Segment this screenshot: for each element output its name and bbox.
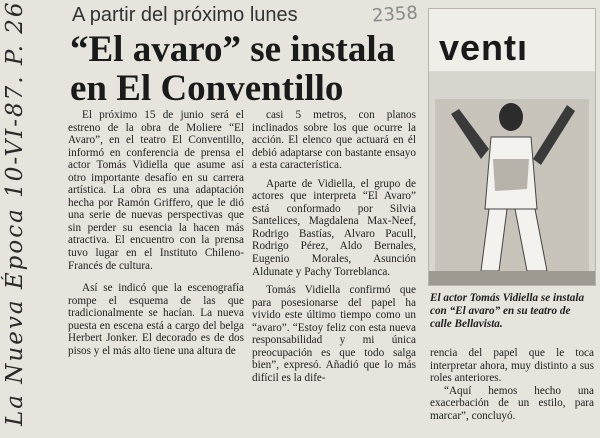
- headline-line-2: en El Conventillo: [70, 68, 344, 109]
- paragraph: El próximo 15 de junio será el estreno de la obra de Moliere “El Avaro”, en el teatro El Conventillo, informó en conferencia de prensa el actor Tomás Vidiella que asume así otro importante desafío en su carrera artística. La obra es una adaptación hecha por Ramón Griffero, que le dió una serie de nuevas perspectivas que sin perder su esencia la hacen más atractiva. El encuentro con la prensa tuvo lugar en el Instituto Chileno-Francés de cultura.: [68, 109, 244, 272]
- photo-actor-figure: [429, 9, 595, 285]
- paragraph: casi 5 metros, con planos inclinados sobre los que ocurre la acción. El elenco que actuará en él debió adaptarse con bastante ensayo a esta característica.: [252, 109, 416, 172]
- headline-line-1: “El avaro” se instala: [70, 29, 396, 70]
- body-column-1: [68, 109, 244, 357]
- photo-banner-text: ventı: [439, 27, 529, 68]
- paragraph: Así se indicó que la escenografía rompe el esquema de las que tradicionalmente se hacían. La nueva puesta en escena está a cargo del belga Herbert Jonker. El decorado es de dos pisos y el más alto tiene una altura de: [68, 282, 244, 357]
- handwritten-annotation: La Nueva Época 10-VI-87. P. 26: [2, 0, 28, 426]
- paragraph: Tomás Vidiella confirmó que para posesionarse del papel ha vivido este último tiempo como un “avaro”. “Estoy feliz con esta nueva responsabilidad y mi única preocupación es que todo salga bien”, expresó. Añadió que lo más difícil es la dife-: [252, 284, 416, 384]
- paragraph: Aparte de Vidiella, el grupo de actores que interpreta “El Avaro” está conformado por Silvia Santelices, Magdalena Max-Neef, Rodrigo Bastías, Alvaro Pacull, Rodrigo Pérez, Aldo Bernales, Eugenio Morales, Asunción Aldunate y Pachy Torreblanca.: [252, 177, 416, 278]
- archive-stamp-number: 2358: [371, 2, 419, 27]
- kicker: A partir del próximo lunes: [72, 4, 298, 26]
- paragraph: “Aquí hemos hecho una exacerbación de un estilo, para marcar”, concluyó.: [430, 384, 594, 422]
- paragraph: rencia del papel que le toca interpretar ahora, muy distinto a sus roles anteriores.: [430, 347, 594, 385]
- photo-caption: El actor Tomás Vidiella se instala con “El avaro” en su teatro de calle Bellavista.: [430, 292, 585, 330]
- body-column-2: [252, 109, 416, 384]
- headline: [70, 30, 410, 108]
- photo-actor: [428, 8, 596, 286]
- body-column-3: [430, 347, 594, 422]
